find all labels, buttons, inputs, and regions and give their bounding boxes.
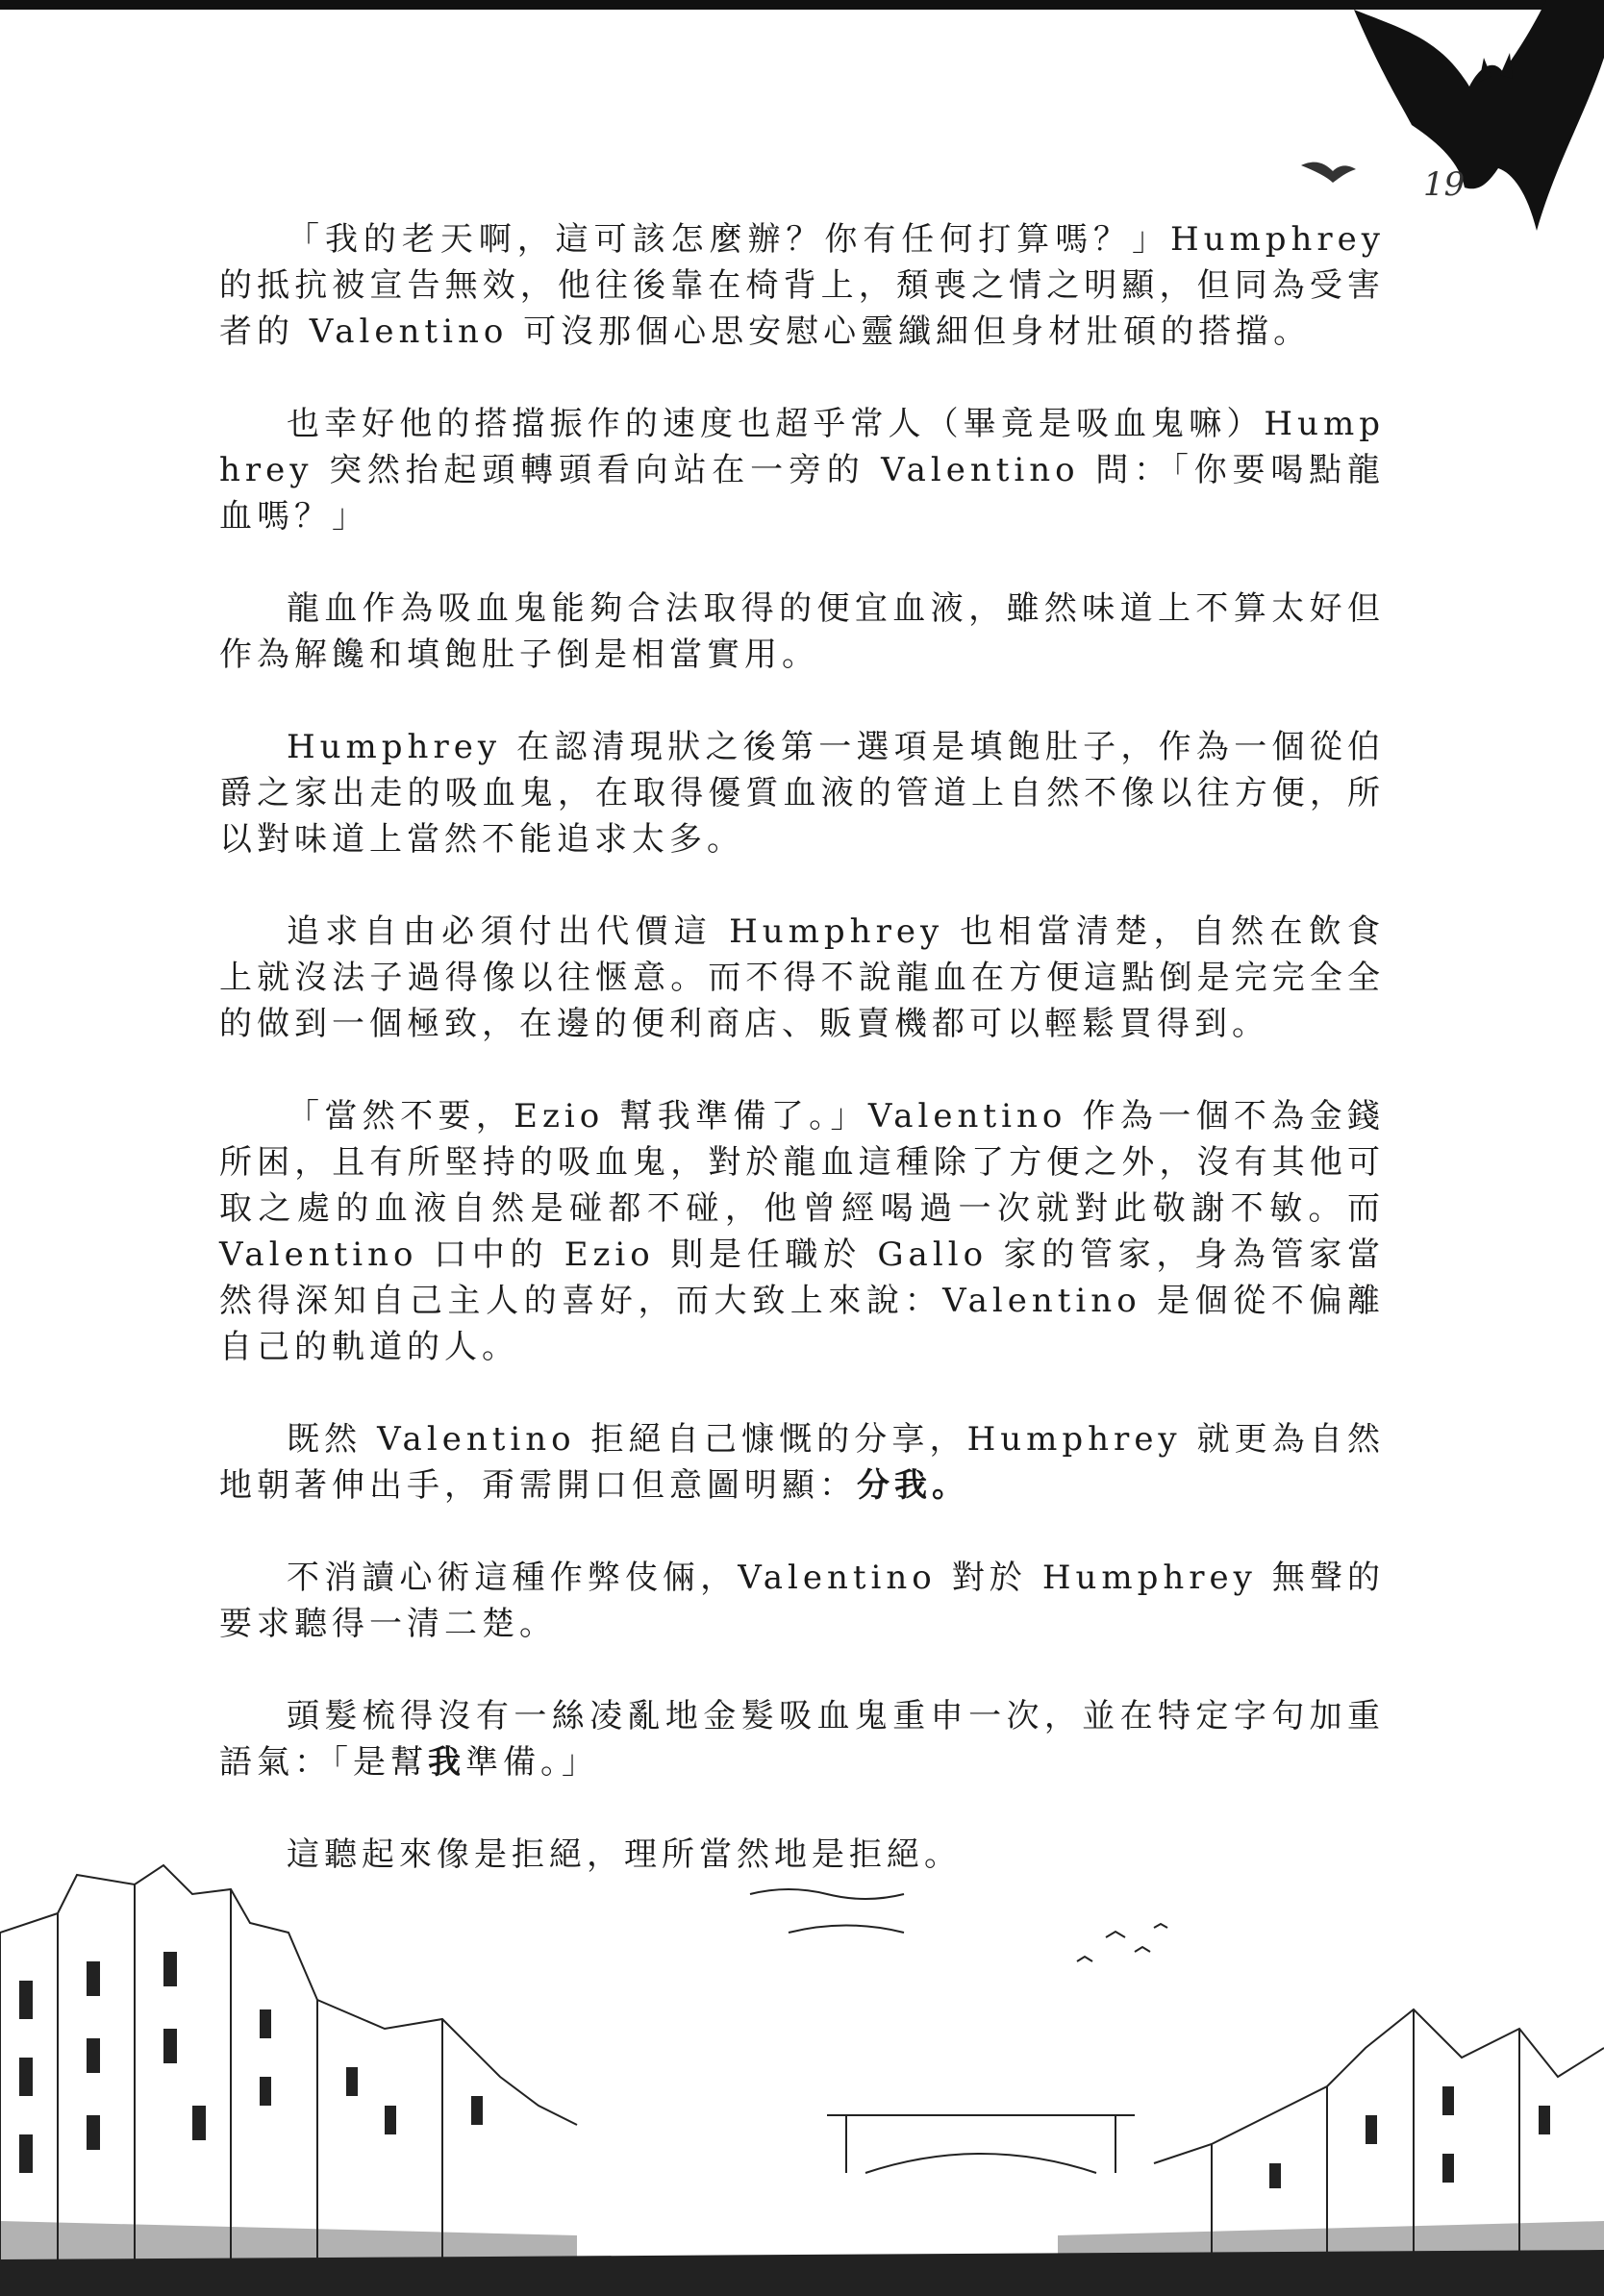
cityscape-illustration-icon	[0, 1856, 1604, 2296]
emphasis-text: 我	[428, 1743, 465, 1782]
paragraph: Humphrey 在認清現狀之後第一選項是填飽肚子，作為一個從伯爵之家出走的吸血鬼，在取得優質血液的管道上自然不像以往方便，所以對味道上當然不能追求太多。	[219, 728, 1385, 859]
paragraph: 這聽起來像是拒絕，理所當然地是拒絕。	[287, 1835, 962, 1874]
paragraph: 「當然不要，Ezio 幫我準備了。」Valentino 作為一個不為金錢所困，且有所堅持的吸血鬼，對於龍血這種除了方便之外，沒有其他可取之處的血液自然是碰都不碰，他曾經喝過一次就對此敬謝不敏。而 Valentino 口中的 Ezio 則是任職於 Gallo 家的管家，身為管家當然得深知自己主人的喜好，而大致上來說：Valentino 是個從不偏離自己的軌道的人。	[219, 1097, 1385, 1366]
emphasis-text: 分我。	[857, 1466, 969, 1505]
paragraph: 既然 Valentino 拒絕自己慷慨的分享，Humphrey 就更為自然地朝著伸出手，甭需開口但意圖明顯：分我。	[219, 1420, 1385, 1505]
paragraph: 也幸好他的搭擋振作的速度也超乎常人（畢竟是吸血鬼嘛）Humphrey 突然抬起頭轉頭看向站在一旁的 Valentino 問：「你要喝點龍血嗎？」	[219, 405, 1385, 536]
story-text	[219, 216, 1385, 1924]
page-number: 19	[1423, 165, 1466, 204]
paragraph: 「我的老天啊，這可該怎麼辦？你有任何打算嗎？」Humphrey 的抵抗被宣告無效，他往後靠在椅背上，頹喪之情之明顯，但同為受害者的 Valentino 可沒那個心思安慰心靈纖細但身材壯碩的搭擋。	[219, 220, 1385, 351]
paragraph: 龍血作為吸血鬼能夠合法取得的便宜血液，雖然味道上不算太好但作為解饞和填飽肚子倒是相當實用。	[219, 589, 1385, 674]
paragraph: 頭髮梳得沒有一絲凌亂地金髮吸血鬼重申一次，並在特定字句加重語氣：「是幫我準備。」	[219, 1697, 1385, 1782]
paragraph: 追求自由必須付出代價這 Humphrey 也相當清楚，自然在飲食上就沒法子過得像以往愜意。而不得不說龍血在方便這點倒是完完全全的做到一個極致，在邊的便利商店、販賣機都可以輕鬆買得到。	[219, 912, 1385, 1043]
bat-illustration-icon	[1296, 0, 1604, 250]
paragraph: 不消讀心術這種作弊伎倆，Valentino 對於 Humphrey 無聲的要求聽得一清二楚。	[219, 1559, 1385, 1643]
